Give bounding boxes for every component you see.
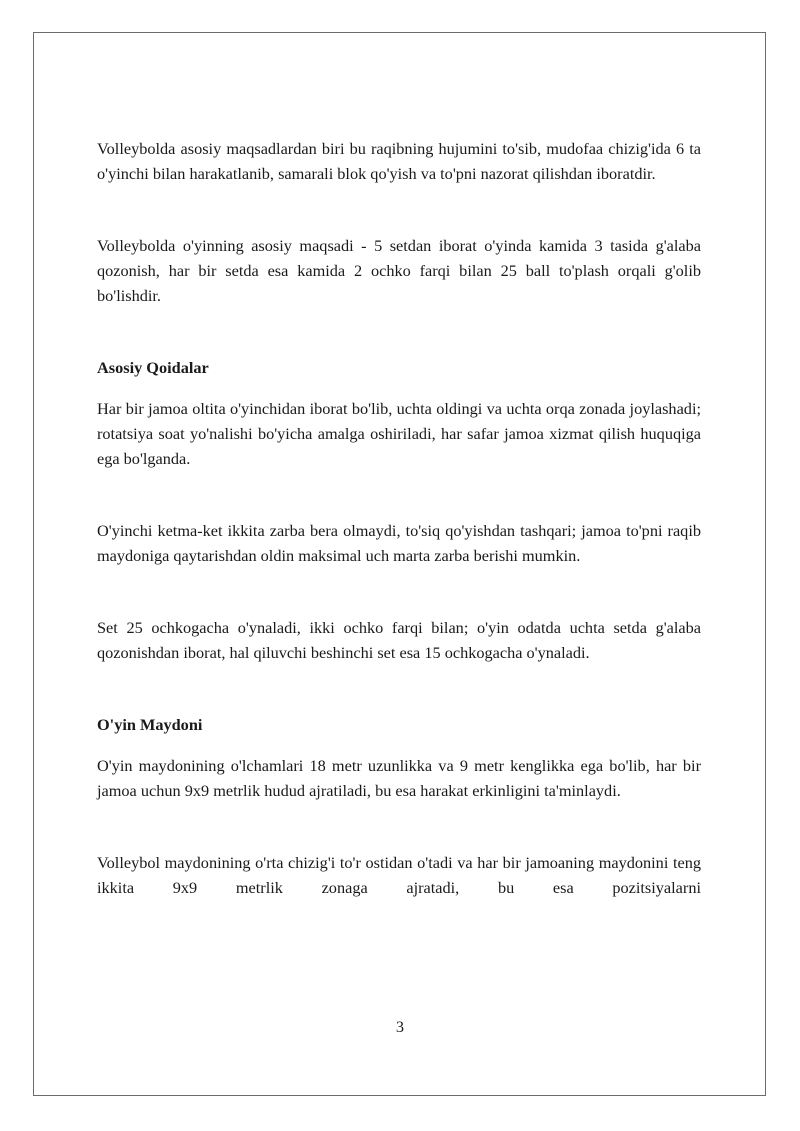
section-heading: Asosiy Qoidalar [97,358,209,377]
paragraph: Set 25 ochkogacha o'ynaladi, ikki ochko farqi bilan; o'yin odatda uchta setda g'alaba qozonishdan iborat, hal qiluvchi beshinchi set esa 15 ochkogacha o'ynaladi. [97,618,701,662]
paragraph: Volleybolda asosiy maqsadlardan biri bu raqibning hujumini to'sib, mudofaa chizig'ida 6 ta o'yinchi bilan harakatlanib, samarali blok qo'yish va to'pni nazorat qilishdan iboratdir. [97,139,701,183]
paragraph: Volleybol maydonining o'rta chizig'i to'r ostidan o'tadi va har bir jamoaning maydonini teng ikkita 9x9 metrlik zonaga ajratadi, bu esa pozitsiyalarni [97,853,701,897]
paragraph: O'yin maydonining o'lchamlari 18 metr uzunlikka va 9 metr kenglikka ega bo'lib, har bir jamoa uchun 9x9 metrlik hudud ajratiladi, bu esa harakat erkinligini ta'minlaydi. [97,756,701,800]
section-heading: O'yin Maydoni [97,715,203,734]
page-number: 3 [395,1017,405,1036]
paragraph: Volleybolda o'yinning asosiy maqsadi - 5 setdan iborat o'yinda kamida 3 tasida g'alaba qozonish, har bir setda esa kamida 2 ochko farqi bilan 25 ball to'plash orqali g'olib bo'lishdir. [97,236,701,305]
paragraph: Har bir jamoa oltita o'yinchidan iborat bo'lib, uchta oldingi va uchta orqa zonada joylashadi; rotatsiya soat yo'nalishi bo'yicha amalga oshiriladi, har safar jamoa xizmat qilish huquqiga ega bo'lganda. [97,399,701,468]
page-content [97,136,701,900]
paragraph: O'yinchi ketma-ket ikkita zarba bera olmaydi, to'siq qo'yishdan tashqari; jamoa to'pni raqib maydoniga qaytarishdan oldin maksimal uch marta zarba berishi mumkin. [97,521,701,565]
